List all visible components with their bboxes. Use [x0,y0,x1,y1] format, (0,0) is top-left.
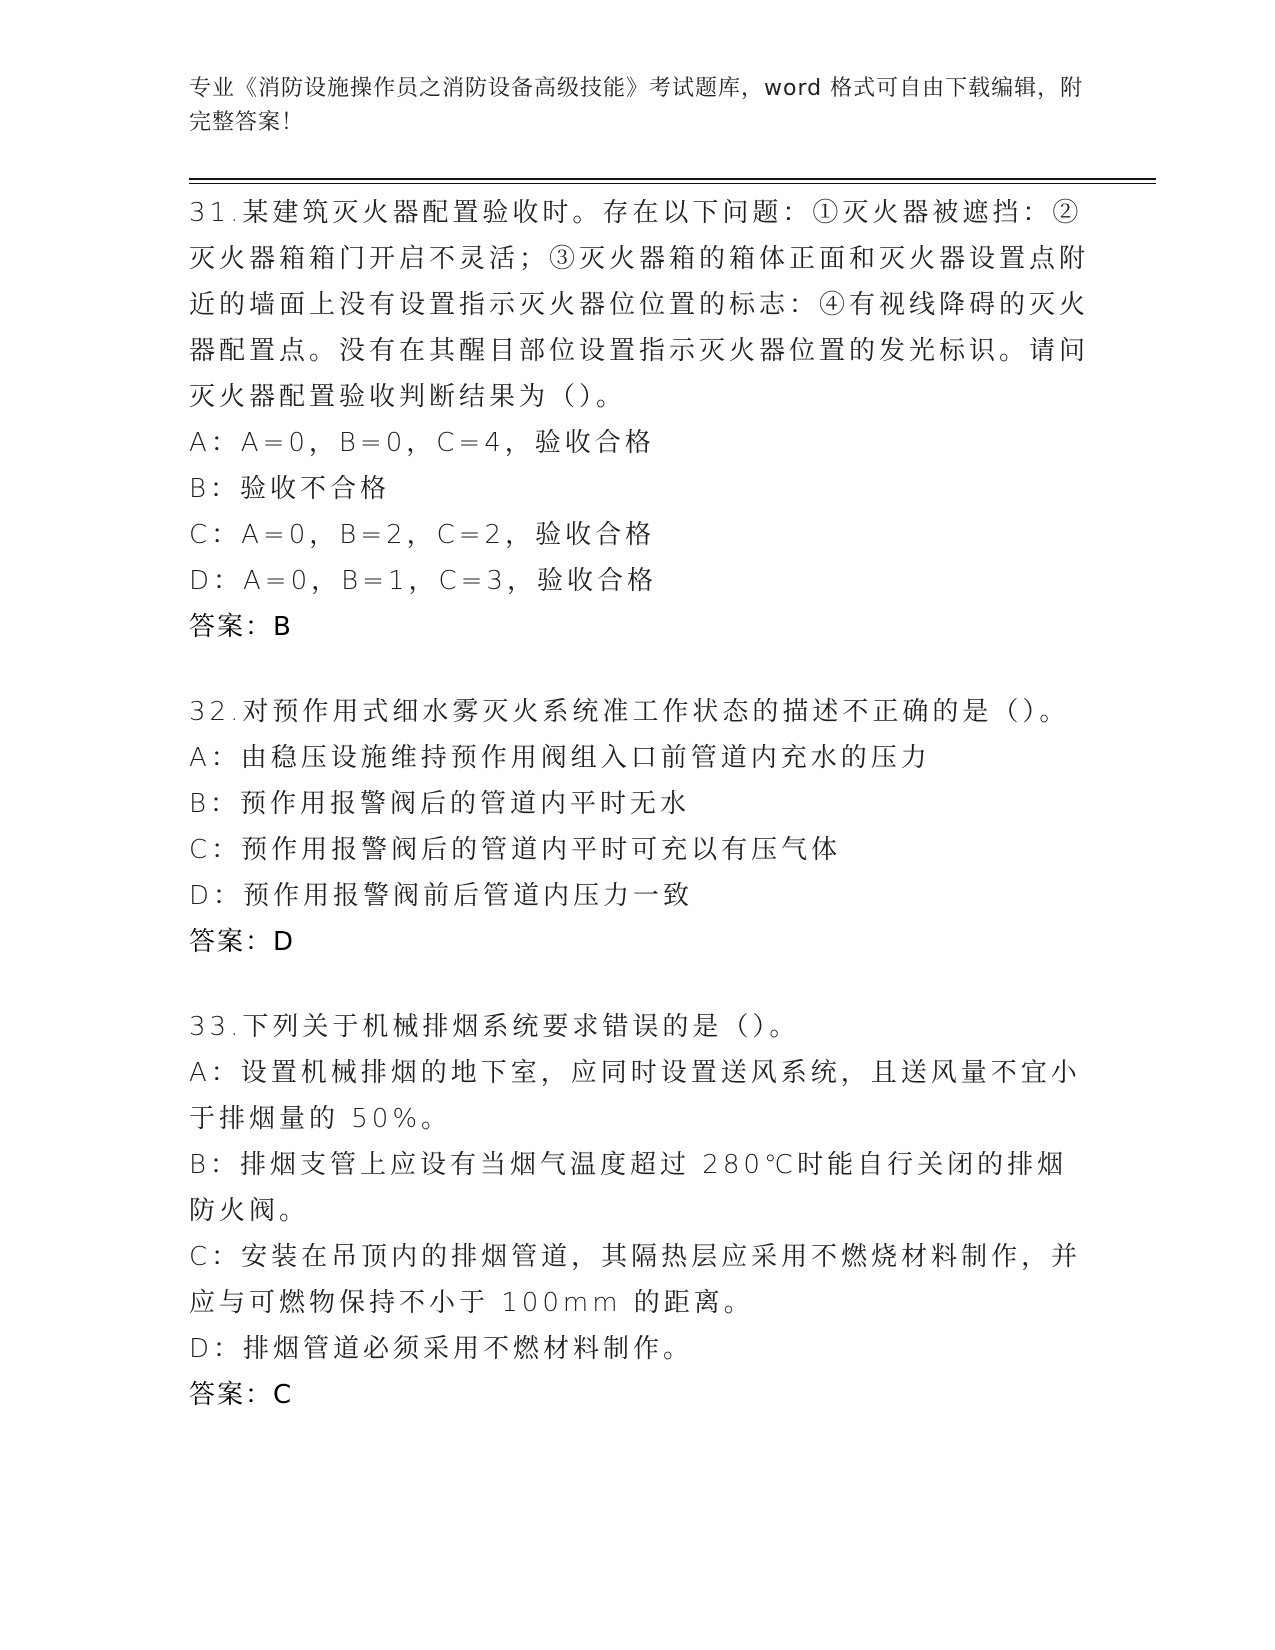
answer: 答案：C [189,1380,294,1410]
option-a: A：设置机械排烟的地下室，应同时设置送风系统，且送风量不宜小于排烟量的 50%。 [189,1058,1081,1134]
document-header: 专业《消防设施操作员之消防设备高级技能》考试题库，word 格式可自由下载编辑，附完整答案！ [189,76,1084,135]
option-d: D：预作用报警阀前后管道内压力一致 [189,881,694,911]
question-stem: 32.对预作用式细水雾灭火系统准工作状态的描述不正确的是（）。 [189,697,1070,727]
option-d: D：A=0，B=1，C=3，验收合格 [189,566,657,596]
header-divider-thick [189,178,1156,180]
option-b: B：预作用报警阀后的管道内平时无水 [189,789,691,819]
question-32 [189,689,1089,965]
option-c: C：安装在吊顶内的排烟管道，其隔热层应采用不燃烧材料制作，并应与可燃物保持不小于 100mm 的距离。 [189,1242,1082,1318]
option-b: B：排烟支管上应设有当烟气温度超过 280℃时能自行关闭的排烟防火阀。 [189,1150,1068,1226]
question-stem: 31.某建筑灭火器配置验收时。存在以下问题：①灭火器被遮挡：②灭火器箱箱门开启不灵活；③灭火器箱的箱体正面和灭火器设置点附近的墙面上没有设置指示灭火器位位置的标志：④有视线降碍的灭火器配置点。没有在其醒目部位设置指示灭火器位置的发光标识。请问灭火器配置验收判断结果为（）。 [189,198,1090,412]
option-b: B：验收不合格 [189,474,391,504]
option-a: A：A=0，B=0，C=4，验收合格 [189,428,655,458]
question-stem: 33.下列关于机械排烟系统要求错误的是（）。 [189,1012,800,1042]
question-list [189,190,1089,1457]
answer: 答案：B [189,612,293,642]
option-a: A：由稳压设施维持预作用阀组入口前管道内充水的压力 [189,743,931,773]
option-c: C：A=0，B=2，C=2，验收合格 [189,520,656,550]
answer: 答案：D [189,927,296,957]
option-d: D：排烟管道必须采用不燃材料制作。 [189,1334,694,1364]
question-33 [189,1004,1089,1418]
question-31 [189,190,1089,650]
header-divider-thin [189,183,1156,184]
option-c: C：预作用报警阀后的管道内平时可充以有压气体 [189,835,842,865]
